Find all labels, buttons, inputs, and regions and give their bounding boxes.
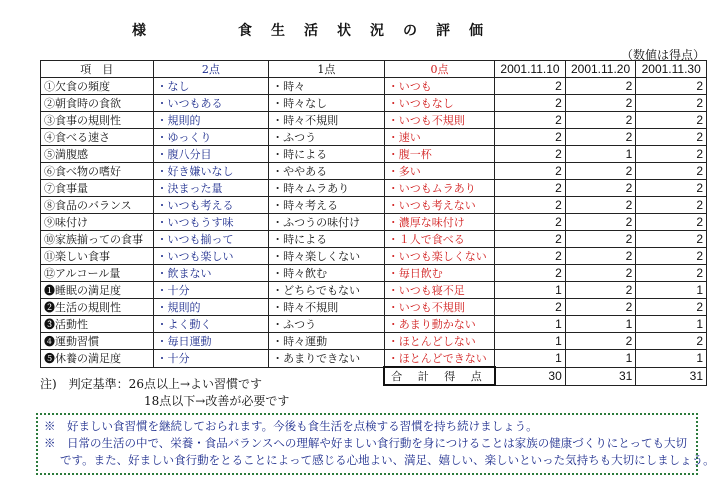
row-criteria-2pt: ・十分	[153, 350, 269, 368]
row-criteria-1pt: ・時による	[269, 146, 385, 163]
row-score-date-1: 2	[495, 146, 566, 163]
row-item-label: ❹運動習慣	[41, 333, 154, 350]
row-score-date-3: 2	[636, 180, 707, 197]
row-score-date-3: 1	[636, 282, 707, 299]
row-criteria-1pt: ・時々不規則	[269, 112, 385, 129]
row-score-date-3: 2	[636, 95, 707, 112]
table-row	[41, 112, 707, 129]
row-score-date-2: 2	[565, 299, 636, 316]
row-criteria-2pt: ・いつもうす味	[153, 214, 269, 231]
table-row	[41, 146, 707, 163]
row-score-date-3: 2	[636, 146, 707, 163]
row-score-date-2: 1	[565, 146, 636, 163]
row-score-date-2: 2	[565, 248, 636, 265]
header-score-1: 1点	[269, 61, 385, 78]
row-score-date-2: 2	[565, 163, 636, 180]
header-item: 項 目	[41, 61, 154, 78]
row-criteria-2pt: ・飲まない	[153, 265, 269, 282]
row-criteria-2pt: ・規則的	[153, 112, 269, 129]
table-row	[41, 95, 707, 112]
row-criteria-1pt: ・ふつう	[269, 129, 385, 146]
row-item-label: ⑨味付け	[41, 214, 154, 231]
row-criteria-0pt: ・いつもなし	[384, 95, 494, 112]
total-value-1: 30	[495, 367, 566, 385]
row-item-label: ②朝食時の食欲	[41, 95, 154, 112]
row-criteria-0pt: ・いつも	[384, 78, 494, 95]
table-row	[41, 214, 707, 231]
row-score-date-2: 1	[565, 350, 636, 368]
row-criteria-0pt: ・あまり動かない	[384, 316, 494, 333]
row-score-date-2: 2	[565, 265, 636, 282]
row-score-date-1: 1	[495, 282, 566, 299]
row-score-date-1: 2	[495, 112, 566, 129]
row-score-date-3: 2	[636, 265, 707, 282]
row-criteria-2pt: ・いつも考える	[153, 197, 269, 214]
advice-paragraph-1: ※ 好ましい食習慣を継続しておられます。今後も食生活を点検する習慣を持ち続けましょう。	[44, 419, 538, 433]
row-score-date-3: 2	[636, 129, 707, 146]
row-score-date-2: 2	[565, 333, 636, 350]
row-criteria-2pt: ・十分	[153, 282, 269, 299]
header-date-1: 2001.11.10	[495, 61, 566, 78]
row-criteria-0pt: ・いつも寝不足	[384, 282, 494, 299]
table-row	[41, 180, 707, 197]
advice-paragraph-2: ※ 日常の生活の中で、栄養・食品バランスへの理解や好ましい食行動を身につけることは家族の健康づくりにとっても大切	[44, 436, 687, 450]
row-item-label: ❺休養の満足度	[41, 350, 154, 368]
row-criteria-0pt: ・毎日飲む	[384, 265, 494, 282]
row-criteria-1pt: ・ふつうの味付け	[269, 214, 385, 231]
row-criteria-2pt: ・好き嫌いなし	[153, 163, 269, 180]
title-name-suffix: 様	[132, 23, 146, 39]
row-score-date-2: 2	[565, 197, 636, 214]
row-score-date-3: 2	[636, 231, 707, 248]
row-score-date-2: 2	[565, 180, 636, 197]
total-label: 合 計 得 点	[384, 367, 494, 385]
row-criteria-1pt: ・あまりできない	[269, 350, 385, 368]
row-criteria-0pt: ・多い	[384, 163, 494, 180]
table-row	[41, 163, 707, 180]
header-date-2: 2001.11.20	[565, 61, 636, 78]
row-criteria-2pt: ・毎日運動	[153, 333, 269, 350]
row-score-date-1: 2	[495, 180, 566, 197]
row-score-date-3: 2	[636, 163, 707, 180]
row-score-date-3: 2	[636, 333, 707, 350]
row-criteria-1pt: ・時々不規則	[269, 299, 385, 316]
page-title	[120, 20, 560, 40]
table-row	[41, 282, 707, 299]
row-score-date-3: 2	[636, 78, 707, 95]
row-score-date-3: 2	[636, 299, 707, 316]
row-score-date-2: 2	[565, 95, 636, 112]
row-criteria-2pt: ・腹八分目	[153, 146, 269, 163]
row-score-date-3: 2	[636, 248, 707, 265]
row-criteria-0pt: ・濃厚な味付け	[384, 214, 494, 231]
table-row	[41, 231, 707, 248]
row-criteria-2pt: ・いつも楽しい	[153, 248, 269, 265]
row-item-label: ①欠食の頻度	[41, 78, 154, 95]
total-value-2: 31	[565, 367, 636, 385]
row-criteria-2pt: ・いつもある	[153, 95, 269, 112]
table-row	[41, 248, 707, 265]
row-criteria-1pt: ・どちらでもない	[269, 282, 385, 299]
header-row	[41, 61, 707, 78]
title-main: 食生活状況の評価	[238, 23, 502, 39]
row-criteria-1pt: ・時々楽しくない	[269, 248, 385, 265]
row-score-date-3: 2	[636, 197, 707, 214]
row-item-label: ⑩家族揃っての食事	[41, 231, 154, 248]
row-item-label: ③食事の規則性	[41, 112, 154, 129]
row-criteria-0pt: ・ほとんどできない	[384, 350, 494, 368]
table-row	[41, 333, 707, 350]
row-score-date-1: 2	[495, 197, 566, 214]
criteria-line-good: 注) 判定基準：26点以上→よい習慣です	[40, 377, 263, 391]
row-criteria-1pt: ・時々ムラあり	[269, 180, 385, 197]
row-item-label: ⑪楽しい食事	[41, 248, 154, 265]
row-score-date-2: 2	[565, 129, 636, 146]
row-criteria-0pt: ・いつも不規則	[384, 299, 494, 316]
row-score-date-1: 2	[495, 78, 566, 95]
row-item-label: ❸活動性	[41, 316, 154, 333]
row-score-date-2: 2	[565, 78, 636, 95]
row-criteria-1pt: ・ややある	[269, 163, 385, 180]
row-criteria-2pt: ・決まった量	[153, 180, 269, 197]
row-criteria-2pt: ・なし	[153, 78, 269, 95]
row-item-label: ❶睡眠の満足度	[41, 282, 154, 299]
row-criteria-1pt: ・時々考える	[269, 197, 385, 214]
row-score-date-3: 1	[636, 350, 707, 368]
row-score-date-1: 1	[495, 333, 566, 350]
row-item-label: ⑫アルコール量	[41, 265, 154, 282]
row-score-date-1: 2	[495, 163, 566, 180]
row-criteria-1pt: ・時による	[269, 231, 385, 248]
row-score-date-2: 2	[565, 282, 636, 299]
row-score-date-1: 2	[495, 265, 566, 282]
table-row	[41, 299, 707, 316]
table-row	[41, 265, 707, 282]
evaluation-table	[40, 60, 707, 386]
row-criteria-1pt: ・時々なし	[269, 95, 385, 112]
row-item-label: ⑥食べ物の嗜好	[41, 163, 154, 180]
table-row	[41, 316, 707, 333]
row-criteria-1pt: ・時々飲む	[269, 265, 385, 282]
row-score-date-1: 1	[495, 350, 566, 368]
table-row	[41, 197, 707, 214]
row-criteria-2pt: ・いつも揃って	[153, 231, 269, 248]
row-criteria-0pt: ・いつも楽しくない	[384, 248, 494, 265]
row-criteria-2pt: ・ゆっくり	[153, 129, 269, 146]
row-criteria-0pt: ・いつも不規則	[384, 112, 494, 129]
row-criteria-1pt: ・時々運動	[269, 333, 385, 350]
row-item-label: ④食べる速さ	[41, 129, 154, 146]
row-score-date-2: 2	[565, 214, 636, 231]
judgement-criteria	[40, 376, 289, 410]
row-score-date-2: 2	[565, 112, 636, 129]
row-criteria-2pt: ・よく動く	[153, 316, 269, 333]
row-criteria-0pt: ・速い	[384, 129, 494, 146]
row-criteria-0pt: ・ほとんどしない	[384, 333, 494, 350]
header-date-3: 2001.11.30	[636, 61, 707, 78]
row-score-date-2: 1	[565, 316, 636, 333]
row-score-date-1: 1	[495, 316, 566, 333]
row-criteria-0pt: ・１人で食べる	[384, 231, 494, 248]
row-score-date-3: 2	[636, 214, 707, 231]
row-criteria-1pt: ・時々	[269, 78, 385, 95]
total-value-3: 31	[636, 367, 707, 385]
row-score-date-1: 2	[495, 299, 566, 316]
row-item-label: ⑦食事量	[41, 180, 154, 197]
row-criteria-1pt: ・ふつう	[269, 316, 385, 333]
unit-note: （数値は得点）	[620, 48, 705, 62]
table-row	[41, 78, 707, 95]
row-score-date-1: 2	[495, 231, 566, 248]
row-score-date-1: 2	[495, 248, 566, 265]
table-row	[41, 350, 707, 368]
advice-paragraph-2-cont: です。また、好ましい食行動をとることによって感じる心地よい、満足、嬉しい、楽しいといった気持ちも大切にしましょう。	[60, 453, 715, 467]
row-criteria-0pt: ・いつもムラあり	[384, 180, 494, 197]
row-score-date-3: 2	[636, 112, 707, 129]
header-score-2: 2点	[153, 61, 269, 78]
row-item-label: ⑤満腹感	[41, 146, 154, 163]
header-score-0: 0点	[384, 61, 494, 78]
row-criteria-0pt: ・腹一杯	[384, 146, 494, 163]
advice-box	[36, 413, 715, 475]
row-item-label: ❷生活の規則性	[41, 299, 154, 316]
table-row	[41, 129, 707, 146]
row-criteria-2pt: ・規則的	[153, 299, 269, 316]
row-item-label: ⑧食品のバランス	[41, 197, 154, 214]
criteria-line-improve: 18点以下→改善が必要です	[144, 394, 290, 408]
row-score-date-3: 1	[636, 316, 707, 333]
row-score-date-1: 2	[495, 129, 566, 146]
row-criteria-0pt: ・いつも考えない	[384, 197, 494, 214]
row-score-date-1: 2	[495, 95, 566, 112]
row-score-date-2: 2	[565, 231, 636, 248]
row-score-date-1: 2	[495, 214, 566, 231]
